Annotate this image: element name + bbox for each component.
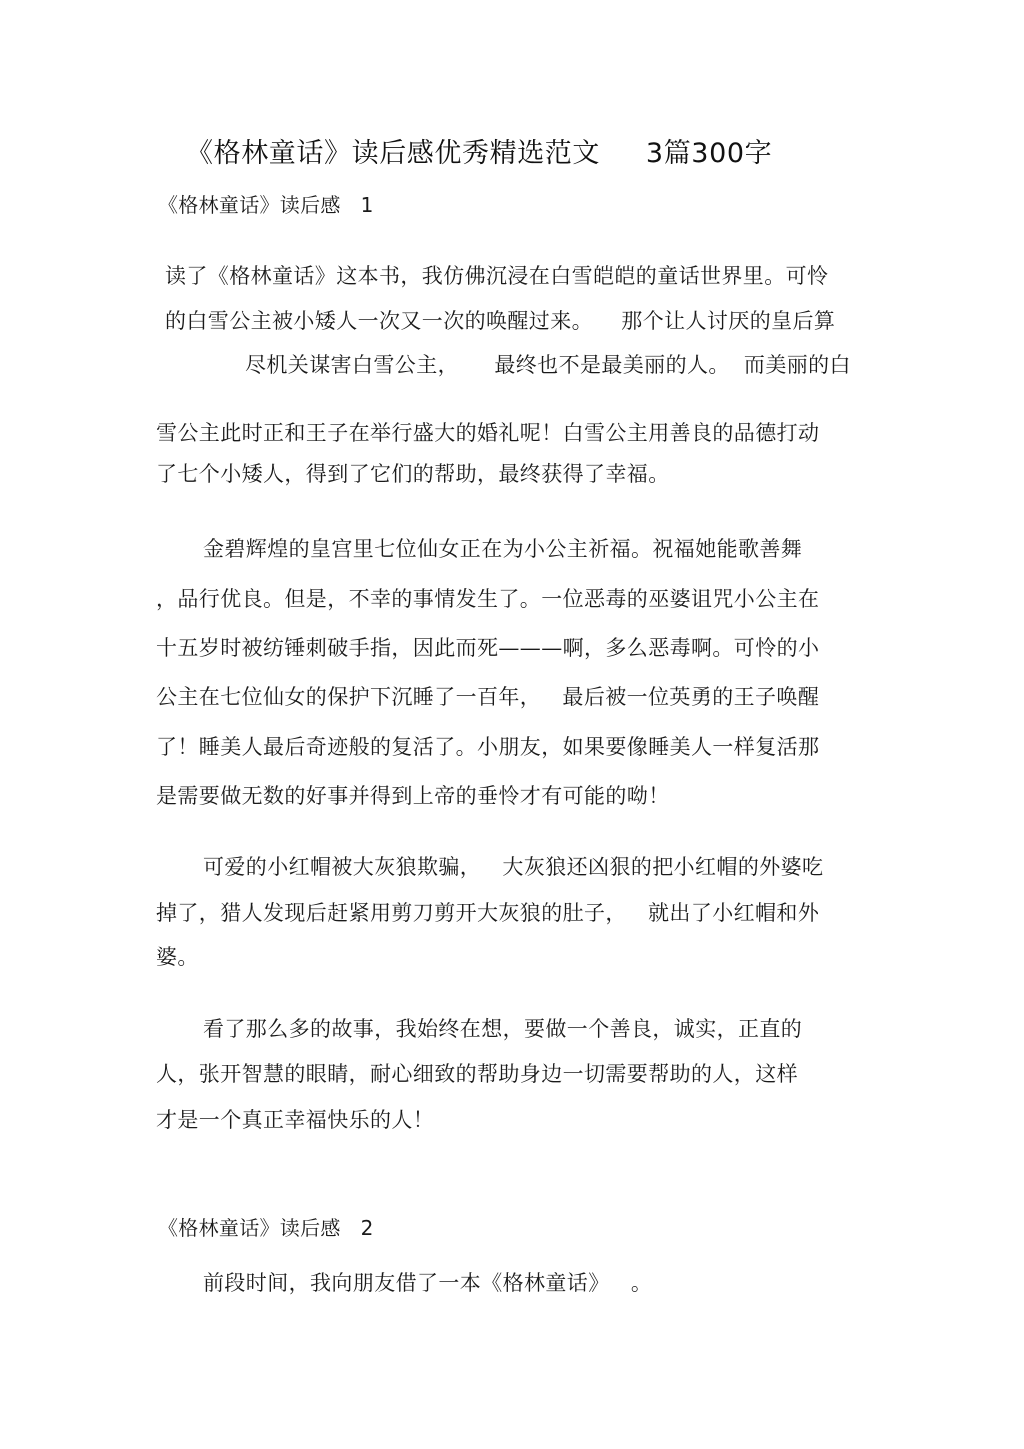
paragraph-line: 金碧辉煌的皇宫里七位仙女正在为小公主祈福。祝福她能歌善舞 <box>203 537 803 561</box>
section-2-heading: 《格林童话》读后感 2 <box>158 1216 374 1240</box>
paragraph-line: 了七个小矮人，得到了它们的帮助，最终获得了幸福。 <box>156 462 670 486</box>
paragraph-line: 尽机关谋害白雪公主， 最终也不是最美丽的人。 而美丽的白 <box>245 353 851 377</box>
paragraph-line: 十五岁时被纺锤刺破手指，因此而死———啊，多么恶毒啊。可怜的小 <box>156 636 820 660</box>
paragraph-line: 的白雪公主被小矮人一次又一次的唤醒过来。 那个让人讨厌的皇后算 <box>165 309 836 333</box>
paragraph-line: 掉了，猎人发现后赶紧用剪刀剪开大灰狼的肚子， 就出了小红帽和外 <box>156 901 820 925</box>
paragraph-line: 才是一个真正幸福快乐的人！ <box>156 1108 435 1132</box>
paragraph-line: 公主在七位仙女的保护下沉睡了一百年， 最后被一位英勇的王子唤醒 <box>156 685 820 709</box>
section-1-heading: 《格林童话》读后感 1 <box>158 193 374 217</box>
paragraph-line: 读了《格林童话》这本书，我仿佛沉浸在白雪皑皑的童话世界里。可怜 <box>165 264 829 288</box>
paragraph-line: 雪公主此时正和王子在举行盛大的婚礼呢！白雪公主用善良的品德打动 <box>156 421 820 445</box>
paragraph-line: 了！睡美人最后奇迹般的复活了。小朋友，如果要像睡美人一样复活那 <box>156 735 820 759</box>
paragraph-line: ，品行优良。但是，不幸的事情发生了。一位恶毒的巫婆诅咒小公主在 <box>156 587 820 611</box>
paragraph-line: 可爱的小红帽被大灰狼欺骗， 大灰狼还凶狠的把小红帽的外婆吃 <box>203 855 824 879</box>
paragraph-line: 婆。 <box>156 945 199 969</box>
paragraph-line: 是需要做无数的好事并得到上帝的垂怜才有可能的呦！ <box>156 784 670 808</box>
paragraph-line: 前段时间，我向朋友借了一本《格林童话》 。 <box>203 1271 653 1295</box>
document-title: 《格林童话》读后感优秀精选范文 3篇300字 <box>186 138 773 169</box>
paragraph-line: 人，张开智慧的眼睛，耐心细致的帮助身边一切需要帮助的人，这样 <box>156 1062 798 1086</box>
paragraph-line: 看了那么多的故事，我始终在想，要做一个善良，诚实，正直的 <box>203 1017 803 1041</box>
